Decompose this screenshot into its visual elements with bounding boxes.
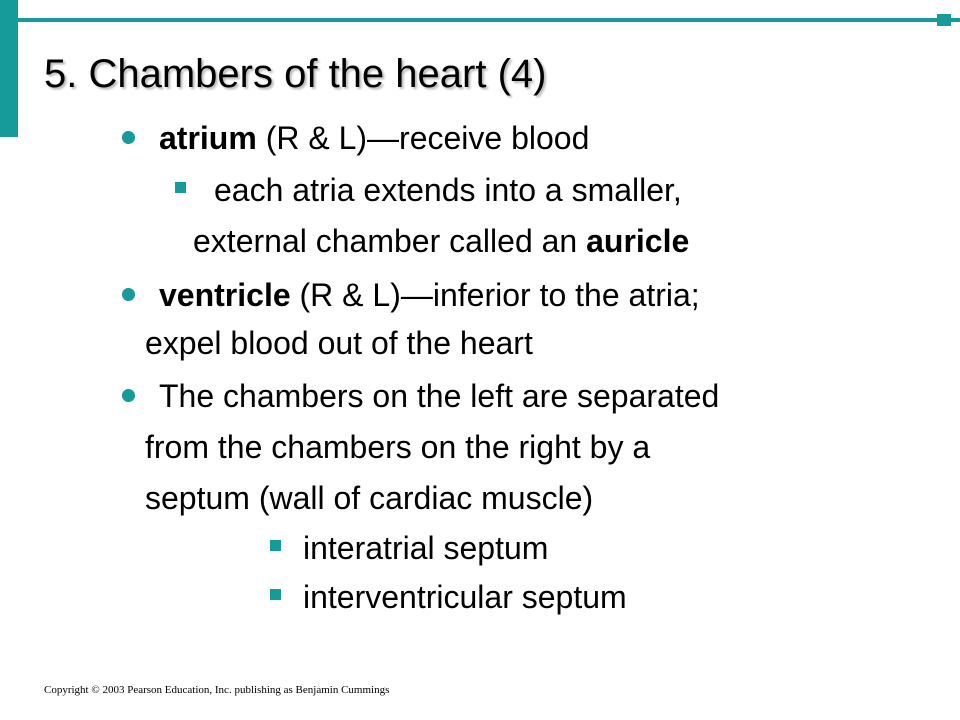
copyright-notice: Copyright © 2003 Pearson Education, Inc. publishing as Benjamin Cummings	[44, 684, 390, 696]
ventricle-description: (R & L)—inferior to the atria;	[290, 277, 700, 313]
bullet-septum-line2: from the chambers on the right by a	[145, 429, 651, 465]
bullet-septum-line3: septum (wall of cardiac muscle)	[145, 480, 594, 516]
corner-accent-mark	[937, 14, 951, 26]
bullet-ventricle	[159, 279, 700, 311]
circle-bullet-icon	[122, 131, 135, 144]
term-atrium: atrium	[159, 120, 257, 156]
top-accent-rule	[0, 18, 960, 22]
slide-title: 5. Chambers of the heart (4)	[44, 52, 547, 96]
sub-bullet-interatrial: interatrial septum	[303, 530, 549, 566]
square-bullet-icon	[270, 589, 281, 600]
term-ventricle: ventricle	[159, 277, 291, 313]
circle-bullet-icon	[122, 389, 135, 402]
left-accent-bar	[0, 0, 18, 137]
term-auricle: auricle	[586, 223, 690, 259]
square-bullet-icon	[270, 540, 281, 551]
bullet-ventricle-line2: expel blood out of the heart	[145, 325, 533, 361]
auricle-text: external chamber called an	[193, 223, 587, 259]
sub-bullet-interventricular: interventricular septum	[303, 579, 627, 615]
square-bullet-icon	[175, 182, 186, 193]
sub-bullet-auricle-line2	[193, 225, 689, 257]
bullet-atrium	[159, 122, 589, 154]
bullet-septum-line1: The chambers on the left are separated	[159, 378, 720, 414]
atrium-description: (R & L)—receive blood	[256, 120, 590, 156]
sub-bullet-auricle-line1: each atria extends into a smaller,	[214, 172, 682, 208]
circle-bullet-icon	[122, 288, 135, 301]
